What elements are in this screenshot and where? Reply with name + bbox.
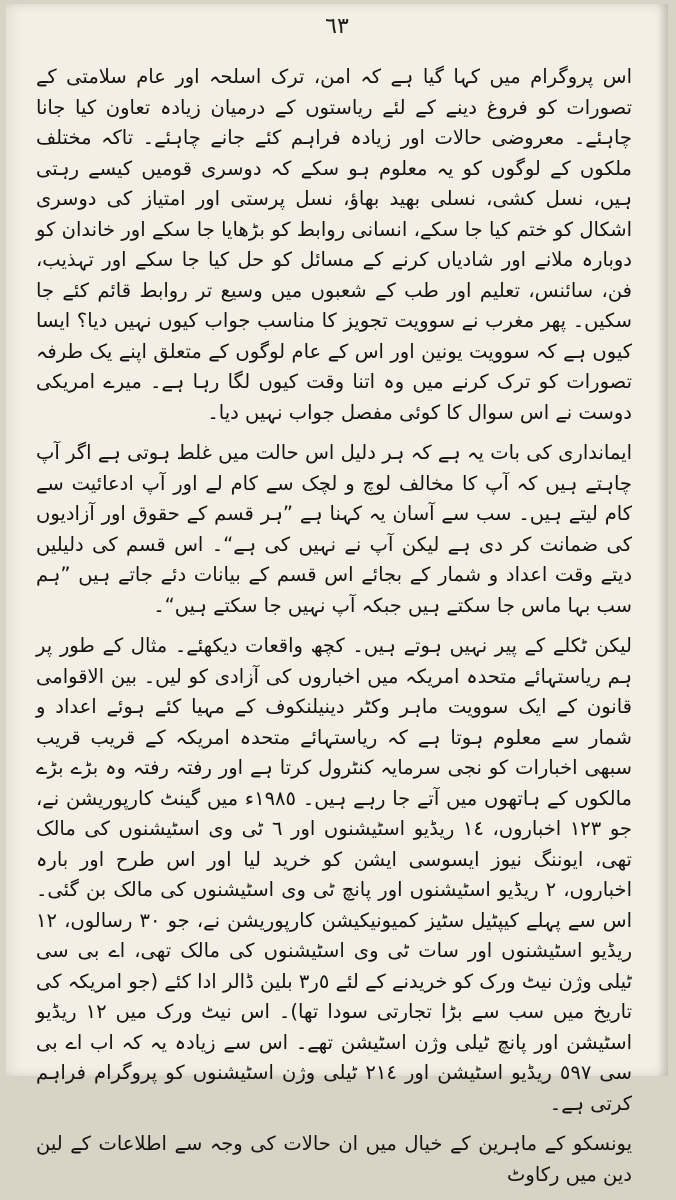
body-text [36, 62, 632, 1200]
paragraph-2: ایمانداری کی بات یہ ہے کہ ہر دلیل اس حالت میں غلط ہوتی ہے اگر آپ چاہتے ہیں کہ آپ کا مخالف لوچ و لچک سے کام لے اور آپ ادعائیت سے کام لیتے ہیں۔ سب سے آسان یہ کہنا ہے ”ہر قسم کے حقوق اور آزادیوں کی ضمانت کر دی ہے لیکن آپ نے نہیں کی ہے“۔ اس قسم کی دلیلیں دیتے وقت اعداد و شمار کے بجائے اس قسم کے بیانات دئے جاتے ہیں ”ہم سب بہا ماس جا سکتے ہیں جبکہ آپ نہیں جا سکتے ہیں“۔ [36, 441, 632, 617]
page-binding-shadow [658, 4, 668, 1076]
page-number: ٦٣ [325, 14, 349, 39]
paragraph-1: اس پروگرام میں کہا گیا ہے کہ امن، ترک اسلحہ اور عام سلامتی کے تصورات کو فروغ دینے کے لئے ریاستوں کے درمیان زیادہ تعاون کیا جانا چاہئے۔ معروضی حالات اور زیادہ فراہم کئے جانے چاہئے۔ تاکہ مختلف ملکوں کے لوگوں کو یہ معلوم ہو سکے کہ دوسری قومیں کیسے رہتی ہیں، نسل کشی، نسلی بھید بھاؤ، نسل پرستی اور امتیاز کی دوسری اشکال کو ختم کیا جا سکے، انسانی روابط کو بڑھایا جا سکے اور خاندان کو دوبارہ ملانے اور شادیاں کرنے کے مسائل کو حل کیا جا سکے اور تہذیب، فن، سائنس، تعلیم اور طب کے شعبوں میں وسیع تر روابط قائم کئے جا سکیں۔ پھر مغرب نے سوویت تجویز کا مناسب جواب کیوں نہیں دیا؟ ایسا کیوں ہے کہ سوویت یونین اور اس کے عام لوگوں کے متعلق اپنے یک طرفہ تصورات کو ترک کرنے میں وہ اتنا وقت کیوں لگا رہا ہے۔ میرے امریکی دوست نے اس سوال کا کوئی مفصل جواب نہیں دیا۔ [36, 65, 632, 424]
book-page [6, 4, 668, 1186]
paragraph-3: لیکن ٹکلے کے پیر نہیں ہوتے ہیں۔ کچھ واقعات دیکھئے۔ مثال کے طور پر ہم ریاستہائے متحدہ امریکہ میں اخباروں کی آزادی کو لیں۔ بین الاقوامی قانون کے ایک سوویت ماہر وکٹر دینیلنکوف کے مہیا کئے ہوئے اعداد و شمار سے معلوم ہوتا ہے کہ ریاستہائے متحدہ امریکہ کے قریب قریب سبھی اخبارات کو نجی سرمایہ کنٹرول کرتا ہے اور رفتہ رفتہ وہ بڑے بڑے مالکوں کے ہاتھوں میں آتے جا رہے ہیں۔ ١٩٨٥ء میں گینٹ کارپوریشن نے، جو ١٢٣ اخباروں، ١٤ ریڈیو اسٹیشنوں اور ٦ ٹی وی اسٹیشنوں کی مالک تھی، ایوننگ نیوز ایسوسی ایشن کو خرید لیا اور اس طرح اور بارہ اخباروں، ٢ ریڈیو اسٹیشنوں اور پانچ ٹی وی اسٹیشنوں کی مالک بن گئی۔ اس سے پہلے کیپٹیل سٹیز کمیونیکیشن کارپوریشن نے، جو ٣٠ رسالوں، ١٢ ریڈیو اسٹیشنوں اور سات ٹی وی اسٹیشنوں کی مالک تھی، اے بی سی ٹیلی وژن نیٹ ورک کو خریدنے کے لئے ٥ر٣ بلین ڈالر ادا کئے (جو امریکہ کی تاریخ میں سب سے بڑا تجارتی سودا تھا)۔ اس نیٹ ورک میں ١٢ ریڈیو اسٹیشن اور پانچ ٹیلی وژن اسٹیشن تھے۔ اس سے زیادہ یہ کہ اب اے بی سی ٥٩٧ ریڈیو اسٹیشن اور ٢١٤ ٹیلی وژن اسٹیشنوں کو پروگرام فراہم کرتی ہے۔ [36, 634, 632, 1115]
paragraph-4: یونسکو کے ماہرین کے خیال میں ان حالات کی وجہ سے اطلاعات کے لین دین میں رکاوٹ [36, 1132, 632, 1186]
